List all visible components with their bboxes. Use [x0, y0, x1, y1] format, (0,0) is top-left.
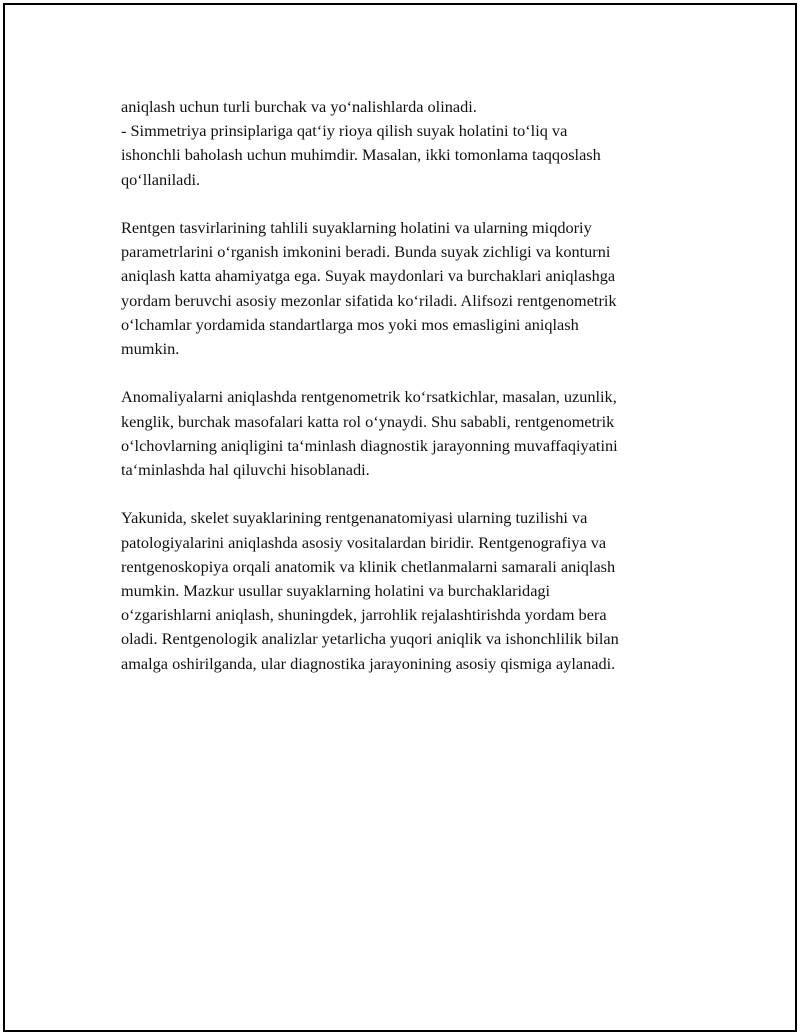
text-line: mumkin.	[121, 339, 180, 359]
text-line: ishonchli baholash uchun muhimdir. Masalan, ikki tomonlama taqqoslash	[121, 145, 601, 165]
text-line: amalga oshirilganda, ular diagnostika jarayonining asosiy qismiga aylanadi.	[121, 653, 616, 673]
text-line: parametrlarini o‘rganish imkonini beradi. Bunda suyak zichligi va konturni	[121, 242, 611, 262]
paragraph-1	[121, 95, 721, 192]
text-line: yordam beruvchi asosiy mezonlar sifatida ko‘riladi. Alifsozi rentgenometrik	[121, 290, 617, 310]
text-line: ta‘minlashda hal qiluvchi hisoblanadi.	[121, 460, 370, 480]
paragraph-4	[121, 506, 721, 675]
text-line: o‘lchovlarning aniqligini ta‘minlash diagnostik jarayonning muvaffaqiyatini	[121, 435, 618, 455]
text-line: patologiyalarini aniqlashda asosiy vositalardan biridir. Rentgenografiya va	[121, 532, 607, 552]
text-line: - Simmetriya prinsiplariga qat‘iy rioya qilish suyak holatini to‘liq va	[121, 121, 568, 141]
page-body	[121, 95, 721, 700]
text-line: Anomaliyalarni aniqlashda rentgenometrik ko‘rsatkichlar, masalan, uzunlik,	[121, 387, 617, 407]
paragraph-2	[121, 216, 721, 361]
text-line: oladi. Rentgenologik analizlar yetarlicha yuqori aniqlik va ishonchlilik bilan	[121, 629, 619, 649]
text-line: aniqlash katta ahamiyatga ega. Suyak maydonlari va burchaklari aniqlashga	[121, 266, 616, 286]
paragraph-3	[121, 385, 721, 482]
text-line: rentgenoskopiya orqali anatomik va klinik chetlanmalarni samarali aniqlash	[121, 556, 616, 576]
text-line: qo‘llaniladi.	[121, 169, 201, 189]
text-line: aniqlash uchun turli burchak va yo‘nalishlarda olinadi.	[121, 97, 477, 116]
text-line: kenglik, burchak masofalari katta rol o‘ynaydi. Shu sababli, rentgenometrik	[121, 411, 615, 431]
text-line: Yakunida, skelet suyaklarining rentgenanatomiyasi ularning tuzilishi va	[121, 508, 588, 528]
text-line: Rentgen tasvirlarining tahlili suyaklarning holatini va ularning miqdoriy	[121, 218, 592, 237]
text-line: o‘lchamlar yordamida standartlarga mos yoki mos emasligini aniqlash	[121, 314, 579, 334]
text-line: o‘zgarishlarni aniqlash, shuningdek, jarrohlik rejalashtirishda yordam bera	[121, 605, 607, 625]
text-line: mumkin. Mazkur usullar suyaklarning holatini va burchaklaridagi	[121, 581, 551, 601]
page-frame	[3, 3, 797, 1032]
